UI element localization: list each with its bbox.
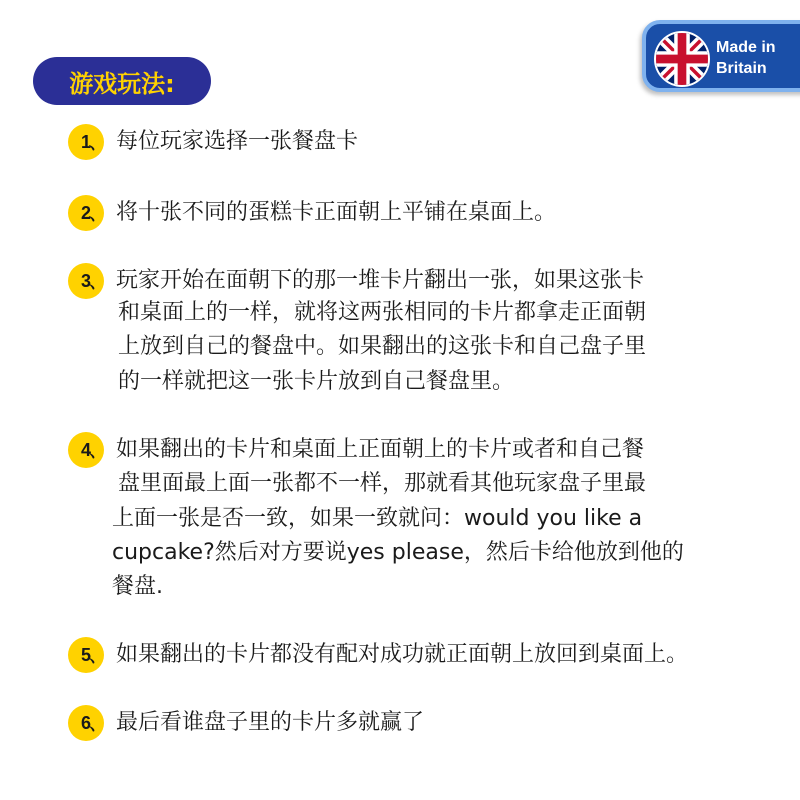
step-text-line: 上放到自己的餐盘中。如果翻出的这张卡和自己盘子里 [118, 334, 647, 359]
step-text-line: 如果翻出的卡片都没有配对成功就正面朝上放回到桌面上。 [116, 642, 689, 667]
section-title-pill [33, 57, 211, 105]
step-separator: 、 [88, 643, 111, 668]
step-number-badge: 6 [68, 705, 104, 741]
badge-line-1: Made in [716, 39, 776, 56]
step-number-badge: 5 [68, 637, 104, 673]
step-number-badge: 4 [68, 432, 104, 468]
section-title: 游戏玩法: [69, 69, 175, 98]
step-text-line: 如果翻出的卡片和桌面上正面朝上的卡片或者和自己餐 [116, 437, 645, 462]
step-text-line: 将十张不同的蛋糕卡正面朝上平铺在桌面上。 [116, 200, 557, 225]
step-text-line: 和桌面上的一样，就将这两张相同的卡片都拿走正面朝 [118, 300, 647, 325]
made-in-britain-badge [642, 20, 800, 92]
badge-text [716, 37, 776, 79]
step-text-line: 最后看谁盘子里的卡片多就赢了 [116, 710, 425, 735]
step-text-line: 盘里面最上面一张都不一样，那就看其他玩家盘子里最 [118, 471, 647, 496]
step-text-line: cupcake?然后对方要说yes please，然后卡给他放到他的 [112, 540, 684, 565]
step-text-line: 每位玩家选择一张餐盘卡 [116, 129, 359, 154]
step-separator: 、 [88, 130, 111, 155]
step-number-badge: 3 [68, 263, 104, 299]
badge-line-2: Britain [716, 60, 767, 77]
step-separator: 、 [88, 201, 111, 226]
step-text-line: 上面一张是否一致，如果一致就问：would you like a [112, 506, 643, 531]
union-jack-flag-icon [654, 31, 710, 87]
step-number-badge: 2 [68, 195, 104, 231]
step-text-line: 玩家开始在面朝下的那一堆卡片翻出一张，如果这张卡 [116, 268, 645, 293]
step-number-badge: 1 [68, 124, 104, 160]
step-separator: 、 [88, 269, 111, 294]
step-text-line: 的一样就把这一张卡片放到自己餐盘里。 [118, 369, 515, 394]
step-separator: 、 [88, 711, 111, 736]
step-separator: 、 [88, 438, 111, 463]
step-text-line: 餐盘. [112, 574, 163, 599]
